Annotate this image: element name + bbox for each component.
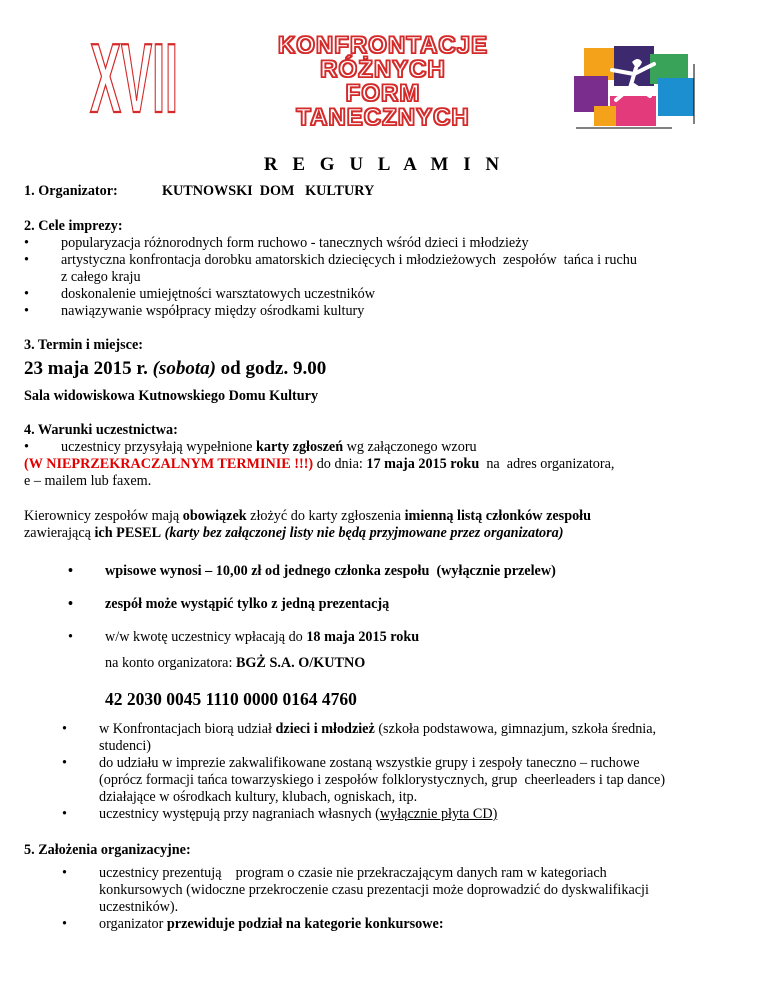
- condition-forms-bold: karty zgłoszeń: [256, 439, 344, 455]
- participants-item: [99, 721, 656, 738]
- organizer-label: 1. Organizator:: [24, 183, 118, 199]
- festival-title-line-1: KONFRONTACJE: [277, 32, 489, 59]
- qualification-item-cont-1: (oprócz formacji tańca towarzyskiego i zespołów folklorystycznych, grup cheerleaders i tap dance): [99, 772, 666, 788]
- conditions-heading: 4. Warunki uczestnictwa:: [24, 422, 178, 438]
- recordings-cd: wyłącznie płyta CD): [379, 806, 498, 822]
- document-title: R E G U L A M I N: [263, 154, 505, 175]
- deadline-line: [24, 456, 614, 473]
- fee-item: • wpisowe wynosi – 10,00 zł od jednego członka zespołu (wyłącznie przelew): [105, 563, 556, 580]
- deadline-line-cont: e – mailem lub faxem.: [24, 473, 152, 489]
- payment-text: w/w kwotę uczestnicy wpłacają do: [105, 629, 307, 645]
- goal-item-2-cont: z całego kraju: [61, 269, 141, 285]
- leaders-line-1: [24, 508, 591, 525]
- festival-title-line-2: RÓŻNYCH: [320, 56, 446, 83]
- deadline-tail: na adres organizatora,: [479, 456, 615, 472]
- condition-forms: [61, 439, 477, 456]
- leaders-pesel: ich PESEL: [94, 525, 162, 541]
- date-place-heading: 3. Termin i miejsce:: [24, 337, 143, 353]
- deadline-warning: (W NIEPRZEKRACZALNYM TERMINIE !!!): [24, 456, 314, 472]
- leaders-line-2: [24, 525, 564, 542]
- roman-numeral-xvii: [88, 23, 180, 133]
- categories-text: organizator: [99, 916, 167, 932]
- organization-heading: 5. Założenia organizacyjne:: [24, 842, 191, 858]
- account-label: na konto organizatora:: [105, 655, 236, 671]
- leaders-text-3: zawierającą: [24, 525, 95, 541]
- leaders-note: (karty bez załączonej listy nie będą przyjmowane przez organizatora): [161, 525, 564, 541]
- program-item-cont-2: uczestników).: [99, 899, 179, 915]
- categories-bold: przewiduje podział na kategorie konkursowe:: [166, 916, 444, 932]
- goals-heading: 2. Cele imprezy:: [24, 218, 123, 234]
- participants-item-cont: studenci): [99, 738, 152, 754]
- deadline-text: do dnia:: [313, 456, 367, 472]
- dancer-logo-icon: [572, 44, 700, 130]
- festival-title-line-4: TANECZNYCH: [296, 104, 470, 131]
- event-date-main: 23 maja 2015 r.: [24, 358, 153, 379]
- goal-item-2: • artystyczna konfrontacja dorobku amatorskich dziecięcych i młodzieżowych zespołów tańca i ruchu: [61, 252, 637, 269]
- account-bank: BGŻ S.A. O/KUTNO: [235, 655, 366, 671]
- event-date: [24, 358, 326, 380]
- leaders-text-2: złożyć do karty zgłoszenia: [246, 508, 405, 524]
- categories-item: [99, 916, 444, 933]
- account-line: [105, 655, 365, 672]
- goal-item-1: • popularyzacja różnorodnych form ruchowo - tanecznych wśród dzieci i młodzieży: [61, 235, 529, 252]
- svg-text:XVII: XVII: [90, 23, 178, 133]
- participants-text: w Konfrontacjach biorą udział: [99, 721, 276, 737]
- qualification-item-cont-2: działające w ośrodkach kultury, klubach, ogniskach, itp.: [99, 789, 418, 805]
- participants-bold: dzieci i młodzież: [275, 721, 375, 737]
- recordings-item: [99, 806, 497, 823]
- deadline-date: 17 maja 2015 roku: [366, 456, 480, 472]
- event-time: od godz. 9.00: [215, 358, 327, 379]
- account-number: 42 2030 0045 1110 0000 0164 4760: [105, 689, 357, 709]
- payment-date: 18 maja 2015 roku: [306, 629, 420, 645]
- one-presentation-item: • zespół może wystąpić tylko z jedną prezentacją: [105, 596, 389, 613]
- leaders-text: Kierownicy zespołów mają: [24, 508, 183, 524]
- program-item: • uczestnicy prezentują program o czasie nie przekraczającym danych ram w kategoriach: [99, 865, 607, 882]
- organizer-value: KUTNOWSKI DOM KULTURY: [162, 183, 375, 199]
- festival-title-line-3: FORM: [345, 80, 421, 107]
- program-item-cont-1: konkursowych (widoczne przekroczenie czasu prezentacji może doprowadzić do dyskwalifikacji: [99, 882, 649, 898]
- participants-schools: (szkoła podstawowa, gimnazjum, szkoła średnia,: [374, 721, 657, 737]
- goal-item-4: • nawiązywanie współpracy między ośrodkami kultury: [61, 303, 364, 320]
- festival-title: [238, 34, 528, 130]
- qualification-item: • do udziału w imprezie zakwalifikowane zostaną wszystkie grupy i zespoły taneczno – ruchowe: [99, 755, 640, 772]
- condition-forms-text: uczestnicy przysyłają wypełnione: [61, 439, 257, 455]
- condition-forms-tail: wg załączonego wzoru: [343, 439, 477, 455]
- leaders-obligation: obowiązek: [182, 508, 247, 524]
- recordings-text: uczestnicy występują przy nagraniach własnych (: [99, 806, 380, 822]
- event-day: (sobota): [152, 358, 216, 379]
- event-place: Sala widowiskowa Kutnowskiego Domu Kultury: [24, 388, 319, 404]
- leaders-list: imienną listą członków zespołu: [404, 508, 592, 524]
- payment-item: [105, 629, 419, 646]
- goal-item-3: • doskonalenie umiejętności warsztatowych uczestników: [61, 286, 375, 303]
